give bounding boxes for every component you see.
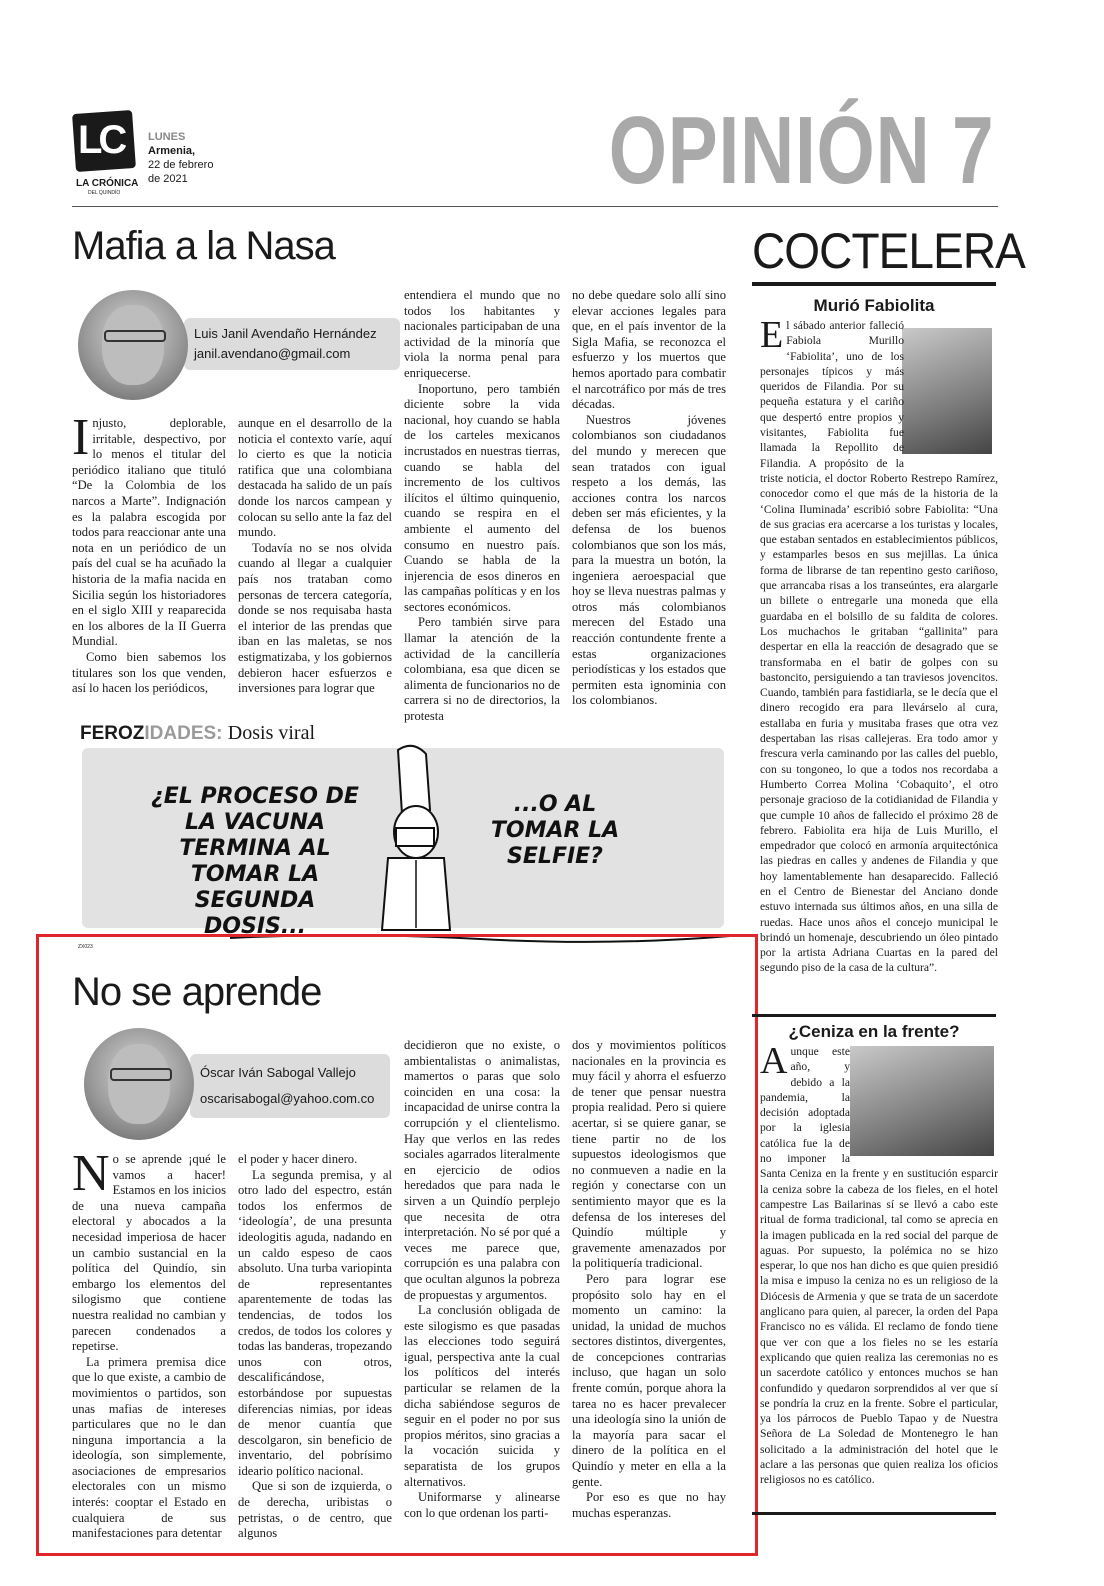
date-day: LUNES (148, 131, 186, 143)
date-line1: 22 de febrero (148, 159, 214, 171)
article2-column-1 (72, 1145, 226, 1542)
article1-email[interactable]: janil.avendano@gmail.com (194, 346, 351, 361)
date-block (148, 130, 213, 186)
article1-headline: Mafia a la Nasa (72, 224, 335, 268)
article2-col4-p2: Pero para lograr ese propósito solo hay en el momento un camino: la unidad, la unidad de muchos sectores distintos, divergentes, de concepciones contrarias incluso, que hagan un solo frente común, porque ahora la tarea no es hacer prevalecer una ideología sino la unión de la mayoría para sacar el dinero de la política en el Quindío y meter en ella a la gente. (572, 1271, 726, 1489)
article1-col4-p2: Nuestros jóvenes colombianos son ciudadanos del mundo y merecen que sean tratados con igual respeto a los demás, las acciones contra los narcos deben ser más eficientes, y la defensa de los buenos colombianos que son los más, para la muestra un botón, la ingeniera aeroespacial que hoy se lleva nuestras palmas y otros más colombianos merecen del Estado una reacción contundente frente a estas organizaciones periodísticas y los estados que permiten esta ignominia con los colombianos. (572, 412, 726, 708)
sidebar-item1-body (760, 314, 998, 976)
article2-col1-p1: o se aprende ¡qué le vamos a hacer! Estamos en los inicios de una nueva campaña electoral y abocados a la necesidad imperiosa de hacer un cambio sustancial en la política del Quindío, sin embargo los elementos del silogismo que contiene nuestra realidad no cambian y parecen condenados a repetirse. (72, 1152, 226, 1354)
article2-author-photo (84, 1028, 194, 1140)
sidebar-item1-text: l sábado anterior falleció Fabiola Murillo ‘Fabiolita’, uno de los personajes típicos y más queridos de Filandia. Por su pequeña estatura y el cariño que despertó entre propios y visitantes, Fabiolita fue llamada la Repollito de Filandia. A propósito de la triste noticia, el doctor Roberto Restrepo Ramírez, conocedor como el que más de la historia de la ‘Colina Iluminada’ escribió sobre Fabiolita: “Una de sus gracias era acercarse a los turistas y locales, que estaban sentados en establecimientos públicos, y estamparles besos en sus mejillas. La única forma de librarse de tan repentino gesto cariñoso, que arrancaba risas a los transeúntes, era alargarle un billete o entregarle una moneda que ella guardaba en el bolsillo de su faldita de colores. Los muchachos le gritaban “gallinita” para despertar en ella la reacción de desagrado que se transformaba en el batir de golpes con su bastoncito, persiguiendo a tan traviesos jovencitos. Cuando, también para fastidiarla, se le decía que el dinero recogido era para llevárselo al cura, estallaba en furia y musitaba frases que otra vez despertaban las risas callejeras. Era todo amor y frescura verla caminando por las calles del pueblo, con su tongoneo, lo que a todos nos recordaba a Humberto Correa Molina ‘Cobaquito’, el otro personaje gracioso de la cotidianidad de Filandia y que cumple 10 años de fallecido el próximo 28 de febrero. Fabiolita era hija de Luis Murillo, el empedrador que colocó en armonía arquitectónica las piedras en calles y andenes de Filandia y que hoy lamentablemente han desaparecido. Falleció en el Centro de Bienestar del Anciano donde estuvo internada sus últimos años, en una silla de ruedas. Hace unos años el concejo municipal le brindó un homenaje, descubriendo un óleo pintado por la artista Adriana Cuartas en la pared del segundo piso de la casa de la cultura”. (760, 319, 998, 975)
cartoon-topic: Dosis viral (227, 722, 316, 744)
article1-column-4 (572, 288, 726, 709)
cartoon-character (358, 740, 468, 940)
article1-dropcap: I (72, 409, 90, 466)
date-line2: de 2021 (148, 173, 188, 185)
article2-col2-p3: Que si son de izquierda, o de derecha, uribistas o petristas, o de centro, que algunos (238, 1479, 392, 1541)
article1-col1-p1: njusto, deplorable, irritable, despectivo, por lo menos el titular del periódico italiano que tituló “De la Colombia de los narcos a Marte”. Indignación es la palabra escogida por todos para reaccionar ante una nota en un periódico de un país del cual se ha acuñado la historia de la mafia nacida en Sicilia según los historiadores en el siglo XIII y reaparecida en los albores de la II Guerra Mundial. (72, 416, 226, 649)
article2-col2-p2: La segunda premisa, y al otro lado del espectro, están todos los enfermos de ‘ideología’, de una presunta ideologitis aguda, nadando en un caldo espeso de caos absoluto. Una turba variopinta de representantes aparentemente de todas las tendencias, de todos los credos, de todos los colores y todas las banderas, tropezando unos con otros, descalificándose, estorbándose por supuestas diferencias nimias, por ideas de menor cuantía que descolgaron, sin beneficio de inventario, del pobrísimo ideario político nacional. (238, 1167, 392, 1478)
article2-email[interactable]: oscarisabogal@yahoo.com.co (200, 1091, 375, 1106)
article2-byline (190, 1054, 390, 1118)
sidebar-title-rule (752, 282, 996, 286)
article1-col4-p1: no debe quedare solo allí sino elevar acciones legales para que, en el país inventor de la Sigla Mafia, se reconozca el esfuerzo y los muertos que hemos aportado para combatir el narcotráfico por más de tres décadas. (572, 288, 726, 412)
article2-col3-p2: La conclusión obligada de este silogismo es que pasadas las elecciones todo seguirá igual, perspectiva ante la cual los políticos del interés particular se relamen de la dicha sabiéndose seguros de seguir en el poder no por sus propios méritos, sino gracias a la vocación suicida y separatista de los grupos alternativos. (404, 1303, 560, 1489)
sidebar-item2-text: unque este año, y debido a la pandemia, la decisión adoptada por la iglesia católica fue la de no imponer la Santa Ceniza en la frente y en sustitución esparcir la ceniza sobre la cabeza de los fieles, en el hotel campestre Las Bailarinas sí se llevó a cabo este ritual de forma tradicional, tal como se aprecia en la imagen publicada en la red social del parque de aguas. Por supuesto, la polémica no se hizo esperar, lo que nos han dicho es que quien presidió la misa e impuso la ceniza no es un religioso de la Diócesis de Armenia y que se trata de un sacerdote anglicano para quien, al parecer, la orden del Papa Francisco no es válida. El reclamo de fondo tiene que ver con que a los fieles no se les estaría explicando que quien realiza las ceremonias no es un sacerdote católico y entonces muchos se han confundido y quedaron sorprendidos al ver que sí se pondría la cruz en la frente. Sobre el particular, ya los párrocos de Pueblo Tapao y de Nuestra Señora de La Soledad de Montenegro le han solicitado a la administración del hotel que le aclare a las personas que quien realiza los oficios religiosos no es católico. (760, 1045, 998, 1487)
article2-author: Óscar Iván Sabogal Vallejo (200, 1065, 356, 1080)
article2-column-4 (572, 1038, 726, 1521)
article2-dropcap: N (72, 1145, 110, 1202)
sidebar-item1-dropcap: E (760, 314, 784, 356)
article1-col3-p1: entendiera el mundo que no todos los habitantes y nacionales participaban de una actividad de la minoría que viola la norma penal para enriquecerse. (404, 288, 560, 380)
date-city: Armenia, (148, 145, 196, 157)
logo-sub: DEL QUINDÍO (88, 190, 121, 196)
article1-col3-p2: Inoportuno, pero también diciente sobre la vida nacional, hoy cuando se habla de los carteles mexicanos incrustados en nuestras tierras, cuando se habla del incremento de los cultivos ilícitos el último quinquenio, cuando se respira en el ambiente el aumento del consumo en nuestro país. Cuando se habla de la injerencia de esos dineros en las campañas políticas y en los sectores económicos. (404, 381, 560, 614)
article1-byline (184, 318, 400, 370)
article2-col2-p1: el poder y hacer dinero. (238, 1152, 358, 1166)
cartoon-label-bold: FEROZ (80, 723, 145, 744)
article1-col1-p2: Como bien sabemos los titulares son los que venden, así lo hacen los periódicos, (72, 649, 226, 696)
article2-column-2 (238, 1152, 392, 1542)
logo-name: LA CRÓNICA (76, 178, 139, 189)
article1-column-3 (404, 288, 560, 725)
sidebar-item2-dropcap: A (760, 1040, 788, 1082)
sidebar-item1-heading: Murió Fabiolita (813, 296, 935, 315)
article2-col3-p1: decidieron que no existe, o ambientalistas o animalistas, mamertos o paras que solo coinciden en una cosa: la incapacidad de unirse contra la corrupción y el clientelismo. Hay que verlos en las redes sociales agarrados literalmente en ejercicio de odios heredados que para nada le sirven a un Quindío perplejo que necesita de otra interpretación. No sé por qué a veces me parece que, corrupción es una palabra con que ocultan algunos la pobreza de propuestas y argumentos. (404, 1038, 560, 1302)
article1-col3-p3: Pero también sirve para llamar la atención de la actividad de la cancillería colombiana, esa que dicen se alimenta de funcionarios no de carrera si no de directorios, la protesta (404, 615, 560, 724)
article2-col1-p2: La primera premisa dice que lo que existe, a cambio de movimientos o partidos, son unas mafias de intereses particulares que no le dan ninguna importancia a la ideología, son simplemente, asociaciones de empresarios electorales con un mismo interés: cooptar el Estado en cualquiera de sus manifestaciones para detentar (72, 1354, 226, 1541)
cartoon-label-grey: IDADES: (144, 723, 223, 744)
cartoon-label (80, 722, 315, 745)
sidebar-item2-body (760, 1040, 998, 1488)
section-title: OPINIÓN 7 (608, 97, 994, 204)
article1-author: Luis Janil Avendaño Hernández (194, 326, 377, 341)
article2-col3-p3: Uniformarse y alinearse con lo que ordenan los parti- (404, 1490, 560, 1520)
header-rule (72, 206, 998, 207)
cartoon-code: ZX023 (78, 944, 93, 950)
article2-col4-p1: dos y movimientos políticos nacionales en la provincia es muy fácil y ahorra el esfuerzo de tener que pensar nuestra propia realidad. Pero si quiere acertar, si se quiere ganar, se tiene partir no de los supuestos ideologismos que no conmueven a nadie en la región y conectarse con un sentimiento mayor que es la defensa de los intereses del Quindío múltiple y gravemente amenazados por la politiquería tradicional. (572, 1038, 726, 1271)
article1-column-1 (72, 409, 226, 697)
article2-headline: No se aprende (72, 970, 322, 1014)
cartoon-speech-left: ¿EL PROCESO DE LA VACUNA TERMINA AL TOMAR LA SEGUNDA DOSIS... (151, 784, 359, 939)
sidebar-item2-heading: ¿Ceniza en la frente? (788, 1022, 960, 1041)
article2-col4-p3: Por eso es que no hay muchas esperanzas. (572, 1490, 726, 1520)
cartoon-speech-right: ...O AL TOMAR LA SELFIE? (490, 792, 620, 869)
article1-col2-p2: Todavía no se nos olvida cuando al llegar a cualquier país nos trataban como personas de tercera categoría, donde se nos requisaba hasta el interior de las prendas que iban en las maletas, se nos estigmatizaba, y los gobiernos debieron hacer esfuerzos e inversiones para lograr que (238, 540, 392, 696)
sidebar-title: COCTELERA (752, 223, 1025, 279)
article1-col2-p1: aunque en el desarrollo de la noticia el contexto varíe, aquí lo cierto es que la noticia ratifica que una colombiana destacada ha salido de un país donde los narcos campean y colocan su sello ante la faz del mundo. (238, 416, 392, 540)
article1-column-2 (238, 416, 392, 697)
article2-column-3 (404, 1038, 560, 1521)
article1-author-photo (78, 290, 188, 400)
logo-letters: LC (78, 118, 124, 162)
sidebar-item2-rule (752, 1014, 996, 1017)
sidebar-bottom-rule (752, 1512, 996, 1515)
